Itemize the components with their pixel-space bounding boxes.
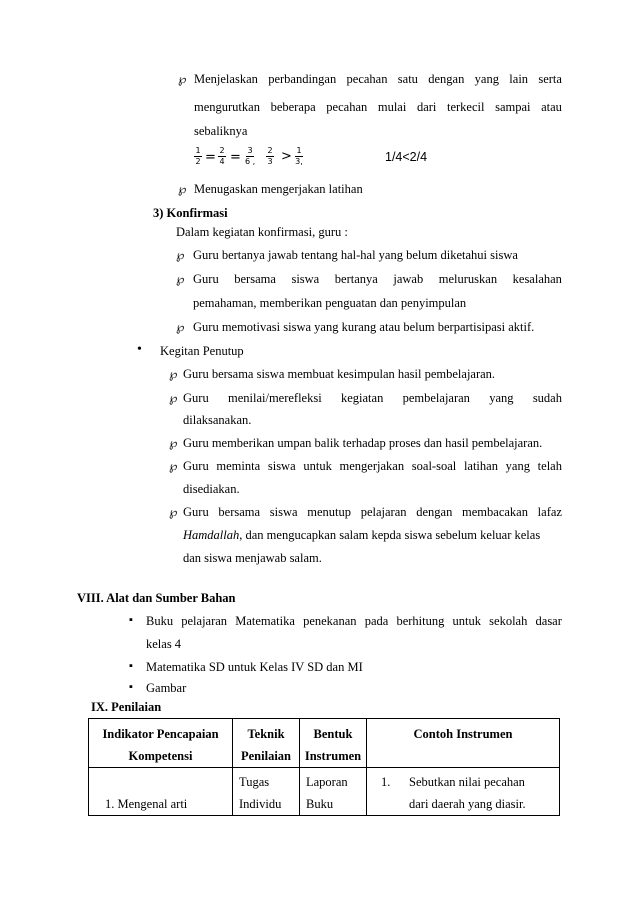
word: siswa [269,505,298,519]
bullet-line [183,459,562,474]
bullet-line: Menugaskan mengerjakan latihan [194,182,363,196]
fraction-2-3 [266,146,274,167]
word: jawab [393,272,424,286]
bullet-symbol: ℘ [178,72,187,86]
table-cell [300,768,367,816]
bullet-line [194,72,562,87]
word: beberapa [270,100,316,114]
denominator: 2 [195,157,201,166]
hamdallah-word: Hamdallah [183,528,240,542]
table-header-cell [367,719,560,768]
denominator: 3 [267,157,273,166]
word: pembelajaran [402,391,470,405]
word: latihan [463,459,498,473]
header-text: Teknik [247,727,285,741]
word: meminta [216,459,261,473]
square-bullet: ▪ [129,660,133,672]
bullet-line: dan siswa menjawab salam. [183,551,322,565]
word: lain [509,72,529,86]
bullet-line-rest: , dan mengucapkan salam kepda siswa sebelum keluar kelas [239,528,541,542]
word: dengan [416,505,453,519]
denominator: 6 , [245,157,256,166]
section-heading: VIII. Alat dan Sumber Bahan [77,591,236,605]
bullet-line [183,505,562,520]
header-text: Kompetensi [128,749,193,763]
cell-text: 1. Mengenal arti [105,797,188,811]
word: menilai/merefleksi [227,391,322,405]
word: siswa [267,459,296,473]
bullet-dot: • [137,342,142,357]
cell-text: Laporan [306,775,348,789]
square-bullet: ▪ [129,681,133,693]
word: Matematika [235,614,295,628]
table-header-cell [233,719,300,768]
table-row [89,768,560,816]
word: siswa [291,272,320,286]
word: soal-soal [411,459,457,473]
section-heading: IX. Penilaian [91,700,162,714]
assessment-table [88,718,560,816]
word: Guru [183,505,209,519]
word: pecahan [346,72,388,86]
word: untuk [303,459,332,473]
bullet-symbol: ℘ [169,459,178,473]
table-header-cell [89,719,233,768]
bullet-symbol: ℘ [176,248,185,262]
word: serta [538,72,562,86]
word: dasar [535,614,562,628]
word: lafaz [537,505,562,519]
word: bersama [234,272,276,286]
word: berhitung [396,614,445,628]
bullet-symbol: ℘ [169,436,178,450]
bullet-symbol: ℘ [169,391,178,405]
list-line [146,614,562,629]
bullet-symbol: ℘ [178,182,187,196]
word: bertanya [334,272,378,286]
word: meluruskan [438,272,498,286]
cell-text: Tugas [239,775,270,789]
bullet-line: Guru bertanya jawab tentang hal-hal yang belum diketahui siswa [193,248,518,262]
bullet-line: Guru memotivasi siswa yang kurang atau belum berpartisipasi aktif. [193,320,535,334]
word: atau [541,100,562,114]
word: pecahan [326,100,368,114]
penutup-heading: Kegitan Penutup [160,344,244,358]
list-line: Gambar [146,681,187,695]
word: mengurutkan [194,100,260,114]
list-line: kelas 4 [146,637,182,651]
cell-text: Sebutkan nilai pecahan [409,775,525,789]
word: pelajaran [360,505,407,519]
word: penekanan [303,614,357,628]
bullet-line: disediakan. [183,482,240,496]
word: satu [397,72,418,86]
equals-sign: = [205,150,216,165]
fraction-1-3 [295,146,303,167]
word: bersama [218,505,261,519]
word: Menjelaskan [194,72,258,86]
bullet-line: dilaksanakan. [183,413,252,427]
table-cell [233,768,300,816]
fraction-3-6 [245,146,255,167]
bullet-symbol: ℘ [169,505,178,519]
word: Buku [146,614,174,628]
word: sekolah [489,614,528,628]
bullet-line: Guru bersama siswa membuat kesimpulan hasil pembelajaran. [183,367,496,381]
header-text: Contoh Instrumen [413,727,513,741]
word: yang [474,72,499,86]
word: telah [537,459,562,473]
bullet-line: pemahaman, memberikan penguatan dan penyimpulan [193,296,467,310]
numerator: 3 [247,146,253,155]
numerator: 1 [195,146,201,155]
word: terkecil [446,100,485,114]
bullet-symbol: ℘ [176,272,185,286]
table-cell [367,768,560,816]
bullet-line [193,272,562,287]
word: yang [505,459,530,473]
table-header-cell [300,719,367,768]
word: perbandingan [268,72,337,86]
bullet-line [183,391,562,406]
header-text: Instrumen [304,749,362,763]
word: untuk [452,614,482,628]
konfirmasi-intro: Dalam kegiatan konfirmasi, guru : [176,225,348,239]
word: dengan [428,72,465,86]
word: Guru [193,272,219,286]
word: yang [489,391,514,405]
table-header-row [89,719,560,768]
word: sudah [532,391,562,405]
bullet-line: sebaliknya [194,124,248,138]
word: Guru [183,391,209,405]
bullet-line: Guru memberikan umpan balik terhadap proses dan hasil pembelajaran. [183,436,543,450]
numerator: 2 [267,146,273,155]
bullet-line [194,100,562,115]
word: Guru [183,459,209,473]
cell-text: Individu [239,797,282,811]
word: mulai [377,100,407,114]
cell-number: 1. [381,775,391,789]
word: sampai [495,100,531,114]
numerator: 1 [296,146,302,155]
word: dari [416,100,437,114]
denominator: 3, [295,157,303,166]
word: kegiatan [340,391,384,405]
numerator: 2 [219,146,225,155]
fraction-1-2 [194,146,202,167]
word: membacakan [462,505,528,519]
word: kesalahan [512,272,562,286]
header-text: Indikator Pencapaian [102,727,219,741]
header-text: Bentuk [313,727,353,741]
bullet-symbol: ℘ [169,367,178,381]
word: pelajaran [181,614,228,628]
cell-text: dari daerah yang diasir. [409,797,526,811]
cell-text: Buku [306,797,334,811]
fraction-2-4 [218,146,226,167]
square-bullet: ▪ [129,614,133,626]
konfirmasi-heading: 3) Konfirmasi [153,206,228,220]
table-cell [89,768,233,816]
fraction-comparison: 1/4<2/4 [385,150,428,164]
word: menutup [307,505,351,519]
word: pada [364,614,389,628]
header-text: Penilaian [240,749,291,763]
bullet-line [183,528,540,543]
equals-sign: = [230,150,241,165]
list-line: Matematika SD untuk Kelas IV SD dan MI [146,660,363,674]
bullet-symbol: ℘ [176,320,185,334]
greater-than-sign: > [281,149,292,164]
word: mengerjakan [339,459,405,473]
denominator: 4 [219,157,225,166]
